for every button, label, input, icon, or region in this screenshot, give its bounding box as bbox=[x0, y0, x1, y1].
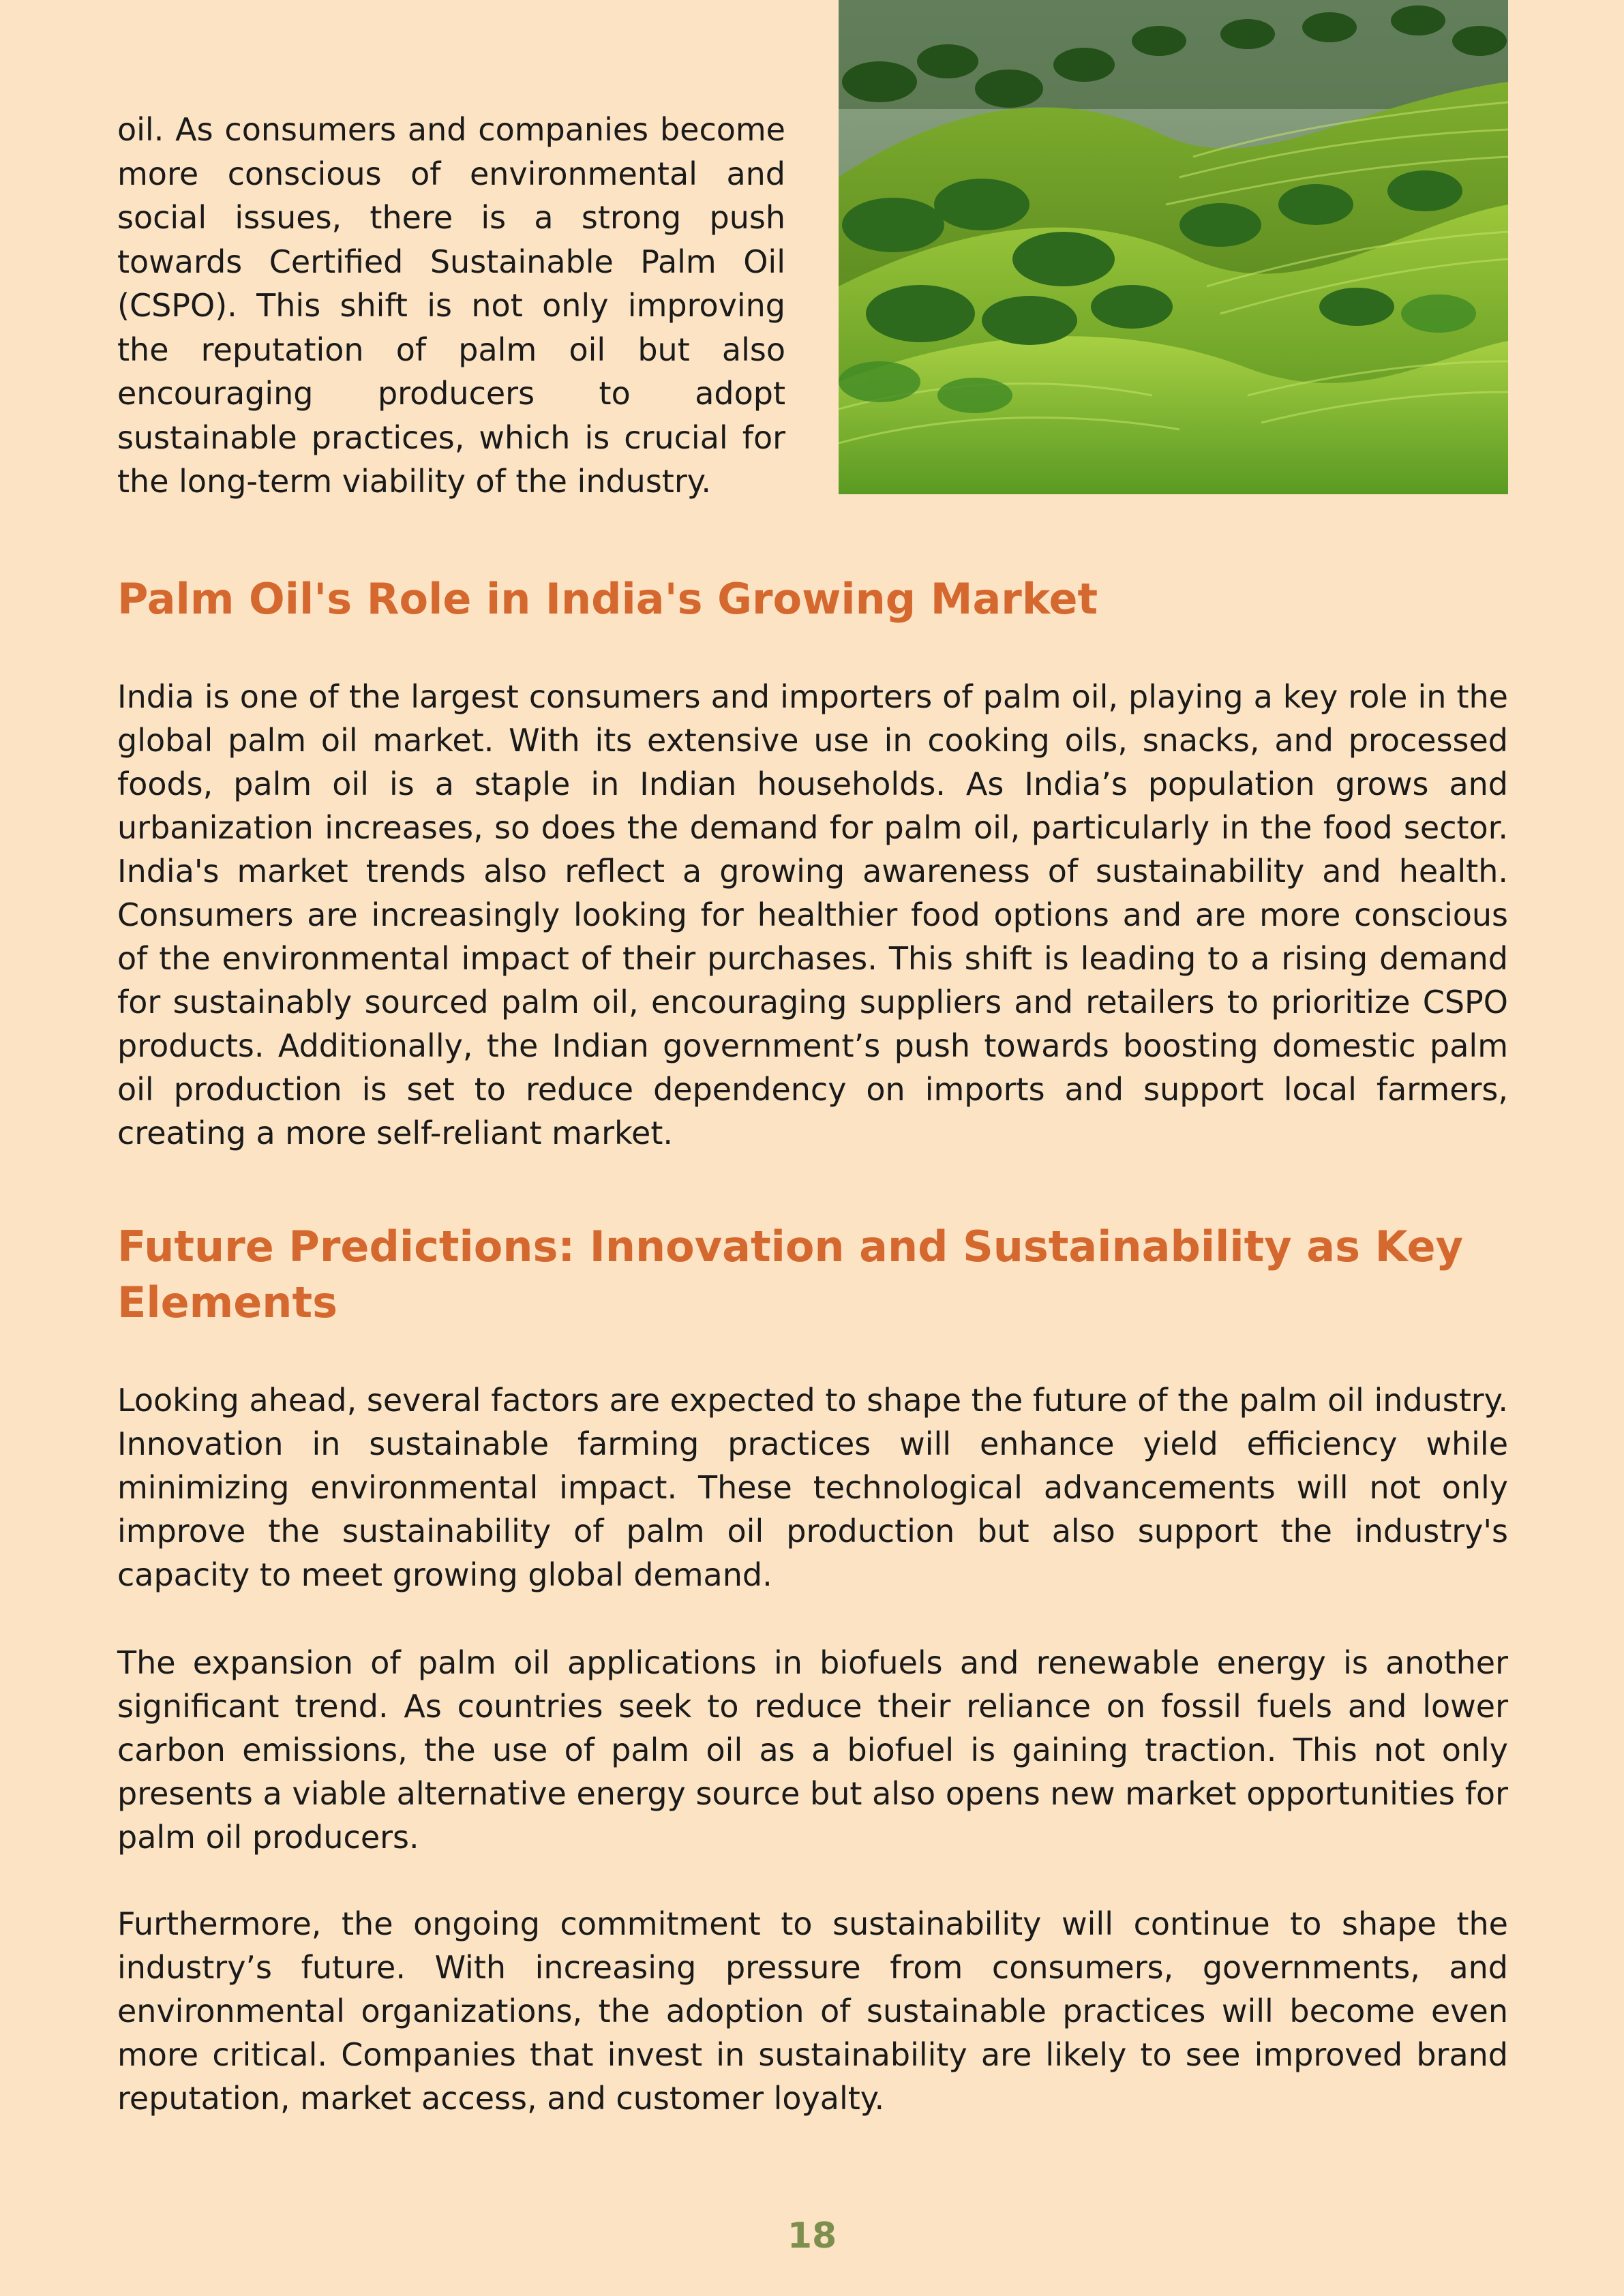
palm-plantation-illustration bbox=[839, 0, 1508, 494]
section-heading-future-predictions: Future Predictions: Innovation and Sustainability as Key Elements bbox=[117, 1222, 1464, 1327]
page-number: 18 bbox=[787, 2216, 837, 2256]
section-paragraph: Looking ahead, several factors are expected to shape the future of the palm oil industry. Innovation in sustainable farming practices will enhance yield efficiency while minimizing environmental impact. These technological advancements will not only improve the sustainability of palm oil production but also support the industry's capacity to meet growing global demand. bbox=[117, 1382, 1508, 1593]
section-paragraph: The expansion of palm oil applications in biofuels and renewable energy is another significant trend. As countries seek to reduce their reliance on fossil fuels and lower carbon emissions, the use of palm oil as a biofuel is gaining traction. This not only presents a viable alternative energy source but also opens new market opportunities for palm oil producers. bbox=[117, 1644, 1508, 1856]
section-paragraph: India is one of the largest consumers and importers of palm oil, playing a key role in the global palm oil market. With its extensive use in cooking oils, snacks, and processed foods, palm oil is a staple in Indian households. As India’s population grows and urbanization increases, so does the demand for palm oil, particularly in the food sector. India's market trends also reflect a growing awareness of sustainability and health. Consumers are increasingly looking for healthier food options and are more conscious of the environmental impact of their purchases. This shift is leading to a rising demand for sustainably sourced palm oil, encouraging suppliers and retailers to prioritize CSPO products. Additionally, the Indian government’s push towards boosting domestic palm oil production is set to reduce dependency on imports and support local farmers, creating a more self-reliant market. bbox=[117, 678, 1508, 1151]
section-heading-india-market: Palm Oil's Role in India's Growing Market bbox=[117, 574, 1098, 624]
intro-paragraph: oil. As consumers and companies become more conscious of environmental and social issues, there is a strong push towards Certified Sustainable Palm Oil (CSPO). This shift is not only improving the reputation of palm oil but also encouraging producers to adopt sustainable practices, which is crucial for the long-term viability of the industry. bbox=[117, 111, 785, 500]
palm-plantation-photo bbox=[839, 0, 1508, 494]
section-paragraph: Furthermore, the ongoing commitment to sustainability will continue to shape the industry’s future. With increasing pressure from consumers, governments, and environmental organizations, the adoption of sustainable practices will become even more critical. Companies that invest in sustainability are likely to see improved brand reputation, market access, and customer loyalty. bbox=[117, 1905, 1508, 2117]
